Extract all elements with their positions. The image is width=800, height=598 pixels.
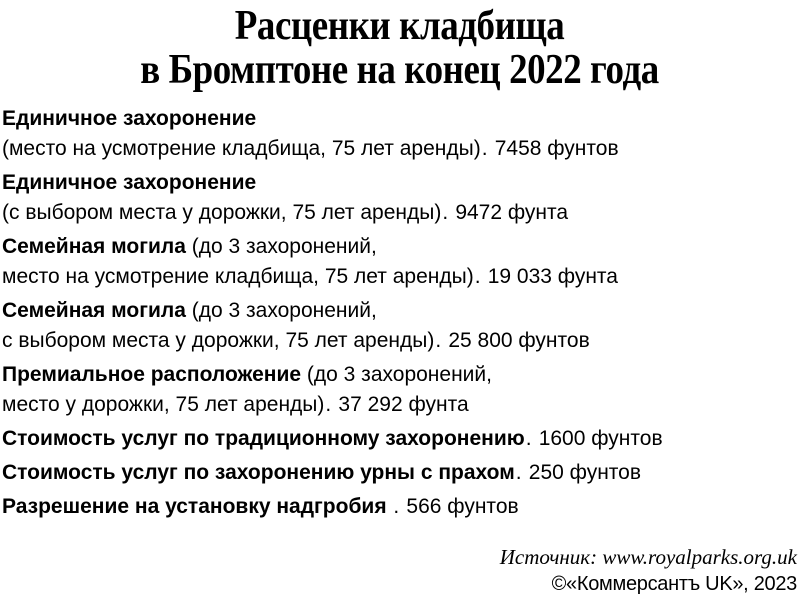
item-name-note: (до 3 захоронений,: [185, 299, 377, 322]
item-title-line: [2, 296, 797, 326]
page-title-line2: в Бромптоне на конец 2022 года: [140, 47, 659, 93]
item-price: 1600 фунтов: [538, 427, 663, 450]
item-detail: место у дорожки, 75 лет аренды): [2, 393, 325, 416]
item-detail: (с выбором места у дорожки, 75 лет аренды): [2, 201, 442, 224]
price-list: [2, 104, 797, 522]
item-detail-line: [2, 262, 797, 292]
item-detail-line: [2, 198, 797, 228]
item-title-line: [2, 168, 797, 198]
item-title-line: [2, 458, 797, 488]
page-title-line1: Расценки кладбища: [234, 3, 565, 49]
item-name: Единичное захоронение: [2, 107, 257, 130]
dotted-leader: [324, 390, 334, 420]
price-list-item: [2, 458, 797, 488]
dotted-leader: [525, 424, 535, 454]
item-detail: с выбором места у дорожки, 75 лет аренды): [2, 329, 435, 352]
dotted-leader: [434, 326, 444, 356]
item-name: Стоимость услуг по захоронению урны с прахом: [2, 461, 515, 484]
item-name-note: (до 3 захоронений,: [301, 363, 492, 386]
item-detail-line: [2, 390, 797, 420]
item-name: Семейная могила: [2, 299, 186, 322]
item-name: Семейная могила: [2, 235, 186, 258]
item-detail-line: [2, 326, 797, 356]
price-list-item: [2, 104, 797, 164]
item-price: 37 292 фунта: [338, 393, 469, 416]
price-list-item: [2, 296, 797, 356]
dotted-leader: [392, 492, 402, 522]
item-name: Стоимость услуг по традиционному захоронению: [2, 427, 525, 450]
item-price: 7458 фунтов: [494, 137, 619, 160]
item-name: Единичное захоронение: [2, 171, 257, 194]
source-credit: Источник: www.royalparks.org.uk: [499, 545, 797, 569]
item-price: 25 800 фунтов: [448, 329, 590, 352]
item-name-note: (до 3 захоронений,: [185, 235, 377, 258]
price-list-item: [2, 232, 797, 292]
item-detail: место на усмотрение кладбища, 75 лет аренды): [2, 265, 474, 288]
item-price: 19 033 фунта: [487, 265, 618, 288]
item-detail-line: [2, 134, 797, 164]
price-list-item: [2, 492, 797, 522]
item-title-line: [2, 104, 797, 134]
item-price: 9472 фунта: [455, 201, 569, 224]
footer: [2, 544, 797, 598]
dotted-leader: [441, 198, 451, 228]
dotted-leader: [481, 134, 491, 164]
price-list-item: [2, 360, 797, 420]
price-list-item: [2, 168, 797, 228]
item-title-line: [2, 492, 797, 522]
item-name: Разрешение на установку надгробия: [2, 495, 387, 518]
item-title-line: [2, 360, 797, 390]
price-list-item: [2, 424, 797, 454]
item-name: Премиальное расположение: [2, 363, 302, 386]
dotted-leader: [474, 262, 484, 292]
item-detail: (место на усмотрение кладбища, 75 лет аренды): [2, 137, 481, 160]
item-title-line: [2, 424, 797, 454]
item-title-line: [2, 232, 797, 262]
item-price: 566 фунтов: [406, 495, 519, 518]
dotted-leader: [515, 458, 525, 488]
page-title: [50, 4, 750, 92]
copyright-notice: ©«Коммерсантъ UK», 2023: [551, 573, 797, 595]
item-price: 250 фунтов: [528, 461, 642, 484]
